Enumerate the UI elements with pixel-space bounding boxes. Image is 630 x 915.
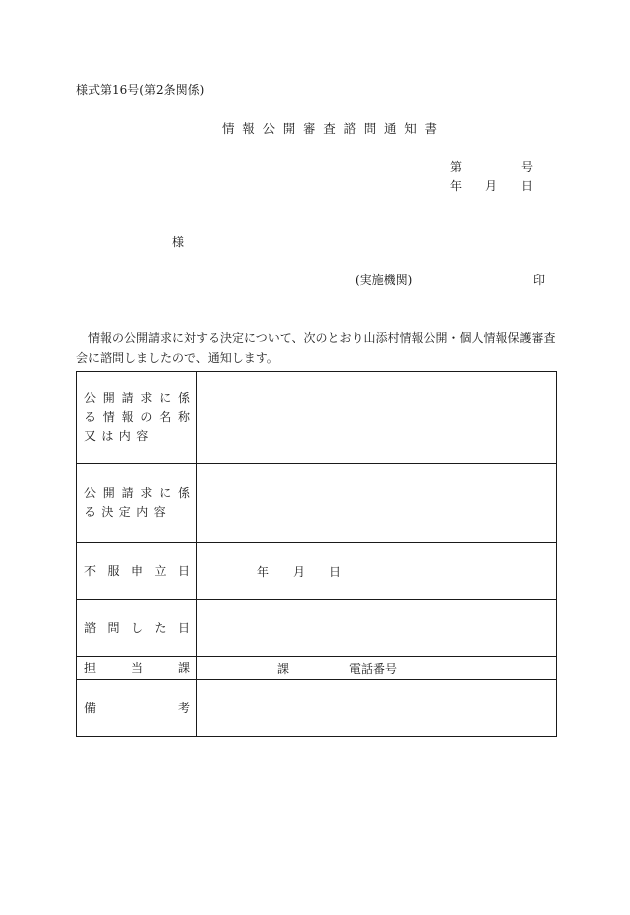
date-year-label: 年 bbox=[450, 179, 463, 193]
inquiry-date-value-cell[interactable] bbox=[197, 600, 557, 657]
table-row bbox=[77, 464, 557, 543]
notice-table bbox=[76, 371, 557, 737]
table-label-cell bbox=[77, 657, 197, 680]
table-label-line: 公開請求に係 bbox=[84, 486, 190, 500]
objection-day-label: 日 bbox=[329, 564, 342, 579]
objection-month-label: 月 bbox=[293, 564, 306, 579]
body-text: 情報の公開請求に対する決定について、次のとおり山添村情報公開・個人情報保護審査会に諮問しましたので、通知します。 bbox=[76, 331, 556, 365]
table-label-line: る決定内容 bbox=[84, 505, 172, 519]
agency-label: (実施機関) bbox=[355, 273, 413, 287]
phone-label: 電話番号 bbox=[349, 661, 398, 676]
table-label-line: 諮問した日 bbox=[84, 620, 190, 635]
doc-number-label: 第 bbox=[450, 160, 463, 174]
seal-label: 印 bbox=[533, 273, 546, 287]
table-label-line: る情報の名称 bbox=[84, 410, 190, 424]
remarks-value-cell[interactable] bbox=[197, 680, 557, 737]
table-label-cell bbox=[77, 372, 197, 464]
table-label-cell bbox=[77, 600, 197, 657]
table-label-line: 又は内容 bbox=[84, 429, 154, 443]
addressee-suffix: 様 bbox=[172, 235, 185, 249]
form-number: 様式第16号(第2条関係) bbox=[76, 83, 205, 97]
table-row bbox=[77, 372, 557, 464]
date-month-label: 月 bbox=[485, 179, 498, 193]
table-label-cell bbox=[77, 543, 197, 600]
table-label-line: 担当課 bbox=[84, 660, 190, 675]
table-label-line: 不服申立日 bbox=[84, 563, 190, 578]
table-row bbox=[77, 680, 557, 737]
table-row bbox=[77, 657, 557, 680]
subject-value-cell[interactable] bbox=[197, 372, 557, 464]
section-value-cell[interactable] bbox=[197, 657, 557, 680]
section-suffix-label: 課 bbox=[277, 661, 290, 676]
decision-value-cell[interactable] bbox=[197, 464, 557, 543]
table-label-line: 公開請求に係 bbox=[84, 391, 190, 405]
document-title: 情報公開審査諮問通知書 bbox=[222, 121, 445, 136]
objection-year-label: 年 bbox=[257, 564, 270, 579]
table-row bbox=[77, 600, 557, 657]
date-day-label: 日 bbox=[521, 179, 534, 193]
table-label-cell bbox=[77, 680, 197, 737]
table-label-cell bbox=[77, 464, 197, 543]
doc-number-suffix: 号 bbox=[521, 160, 534, 174]
table-row bbox=[77, 543, 557, 600]
objection-date-value-cell[interactable] bbox=[197, 543, 557, 600]
table-label-line: 備考 bbox=[84, 700, 190, 715]
